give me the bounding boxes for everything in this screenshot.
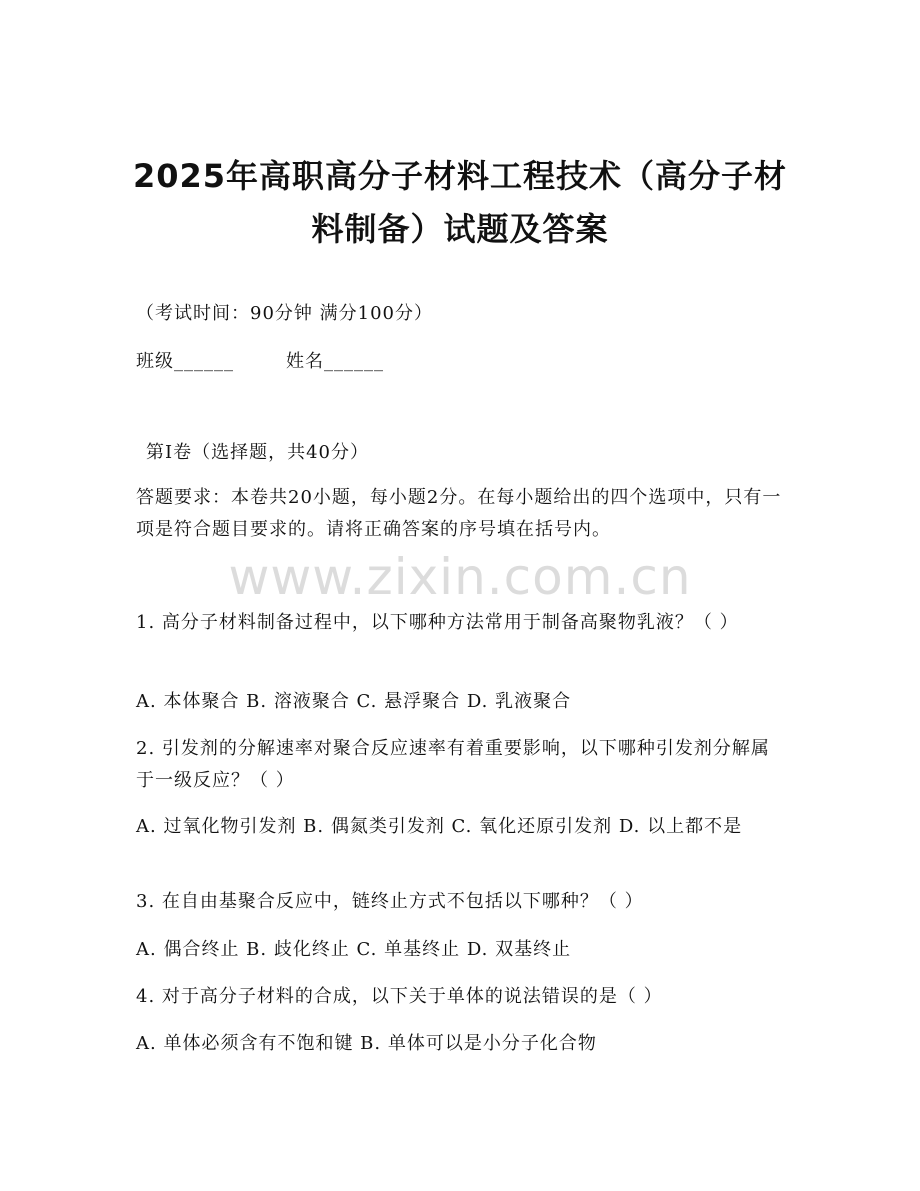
question-2: 2. 引发剂的分解速率对聚合反应速率有着重要影响，以下哪种引发剂分解属于一级反应？（ ） (136, 738, 770, 791)
question-4: 4. 对于高分子材料的合成，以下关于单体的说法错误的是（ ） (136, 986, 663, 1007)
class-field-label: 班级______ (136, 351, 234, 372)
instructions: 答题要求：本卷共20小题，每小题2分。在每小题给出的四个选项中，只有一项是符合题目要求的。请将正确答案的序号填在括号内。 (136, 487, 782, 540)
student-info-row (136, 346, 786, 378)
watermark: www.zixin.com.cn (228, 548, 692, 606)
question-3: 3. 在自由基聚合反应中，链终止方式不包括以下哪种？（ ） (136, 891, 644, 912)
section-heading: 第I卷（选择题，共40分） (146, 442, 370, 463)
document-title: 2025年高职高分子材料工程技术（高分子材料制备）试题及答案 (132, 157, 788, 248)
question-1: 1. 高分子材料制备过程中，以下哪种方法常用于制备高聚物乳液？（ ） (136, 612, 739, 633)
question-2-options: A. 过氧化物引发剂 B. 偶氮类引发剂 C. 氧化还原引发剂 D. 以上都不是 (136, 816, 743, 837)
exam-info: （考试时间：90分钟 满分100分） (136, 303, 433, 324)
question-3-options: A. 偶合终止 B. 歧化终止 C. 单基终止 D. 双基终止 (136, 939, 572, 960)
name-field-label: 姓名______ (286, 351, 384, 372)
question-1-options: A. 本体聚合 B. 溶液聚合 C. 悬浮聚合 D. 乳液聚合 (136, 691, 572, 712)
question-4-options: A. 单体必须含有不饱和键 B. 单体可以是小分子化合物 (136, 1033, 597, 1054)
